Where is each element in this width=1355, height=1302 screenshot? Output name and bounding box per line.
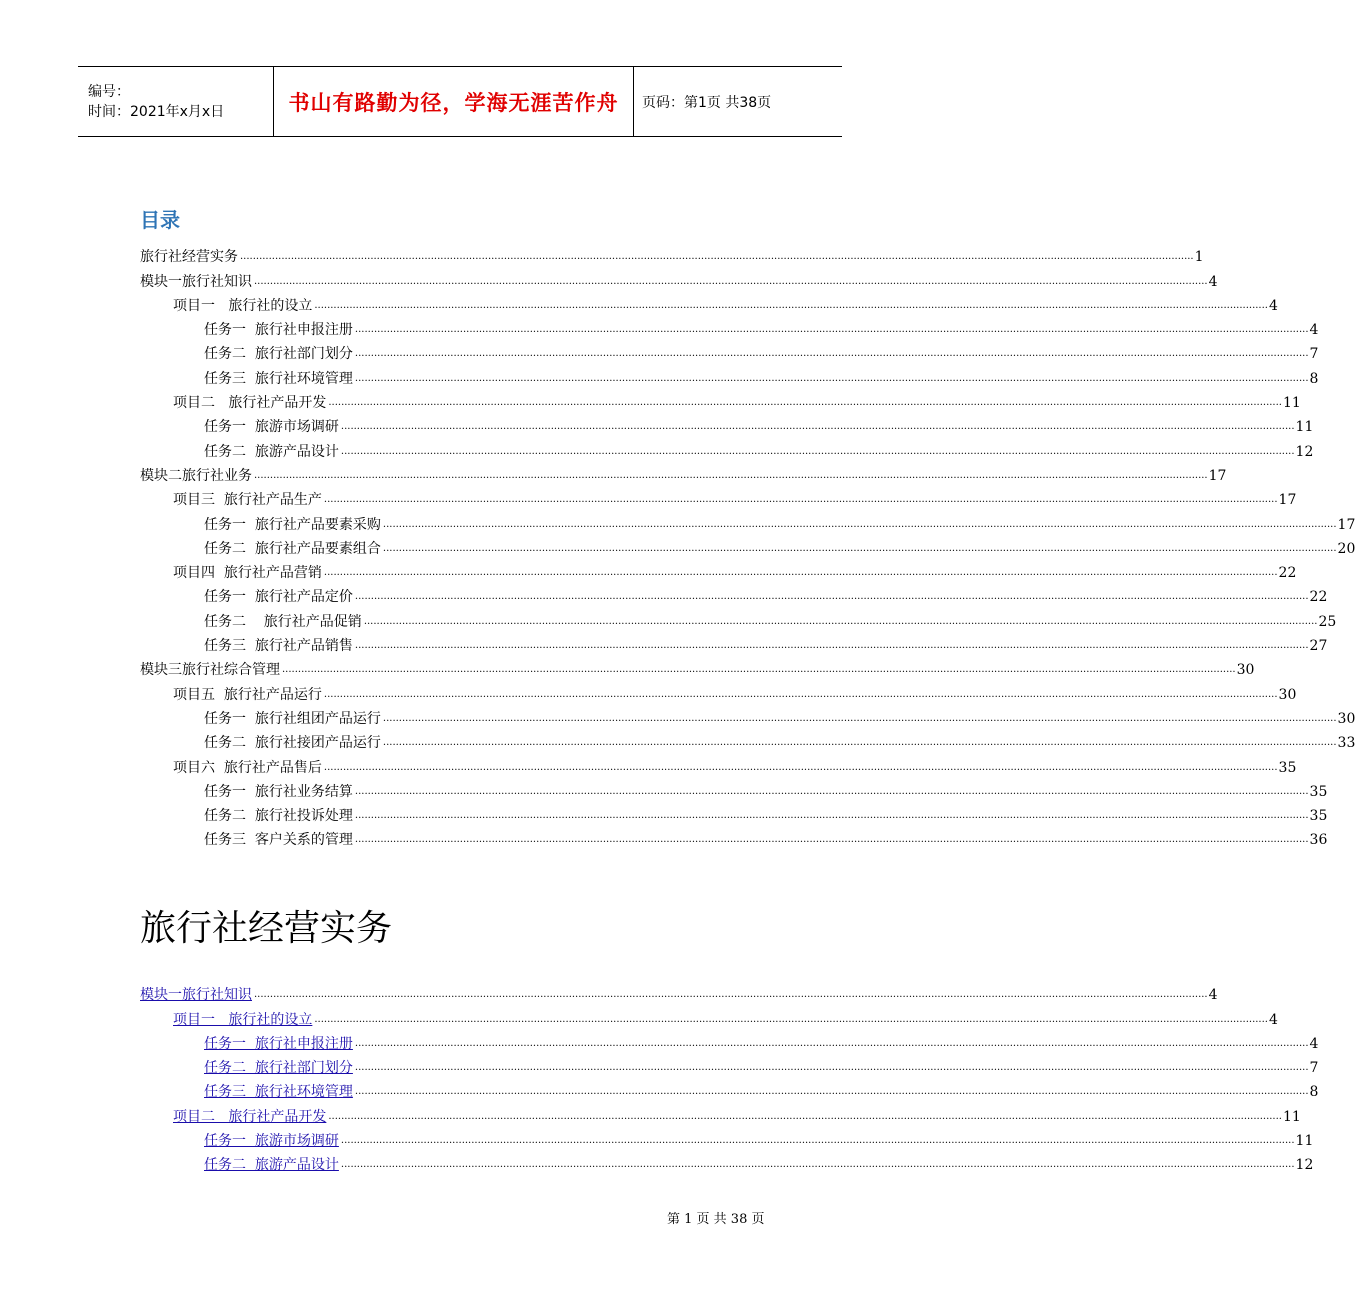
toc-leader-dots: ............................................................................................................................................................................................................................................................................................................ <box>354 1037 1309 1049</box>
toc-leader-dots: ............................................................................................................................................................................................................................................................................................................ <box>382 712 1337 724</box>
toc-entry-title: 任务三 旅行社环境管理 <box>204 370 353 387</box>
toc-leader-dots: ............................................................................................................................................................................................................................................................................................................ <box>354 324 1309 336</box>
toc-entry-page: 7 <box>1309 1060 1319 1077</box>
toc-entry-title[interactable]: 任务一 旅行社申报注册 <box>204 1035 353 1052</box>
toc-entry-page: 4 <box>1309 322 1319 339</box>
toc-leader-dots: ............................................................................................................................................................................................................................................................................................................ <box>354 810 1309 822</box>
toc-entry <box>140 679 1297 703</box>
toc-entry-title: 任务一 旅行社业务结算 <box>204 783 353 800</box>
toc-entry-page: 4 <box>1208 987 1218 1004</box>
toc-entry[interactable] <box>140 1150 1314 1174</box>
toc-entry-title: 任务二 旅行社投诉处理 <box>204 808 353 825</box>
toc-entry-title[interactable]: 任务二 旅行社部门划分 <box>204 1060 353 1077</box>
toc-heading: 目录 <box>140 208 180 232</box>
toc-entry-title: 项目五 旅行社产品运行 <box>173 686 322 703</box>
toc-entry-page: 17 <box>1278 492 1297 509</box>
header-motto <box>273 67 634 136</box>
toc-entry[interactable] <box>140 1101 1301 1125</box>
toc-entry-title: 任务二 旅行社部门划分 <box>204 346 353 363</box>
toc-entry <box>140 582 1328 606</box>
toc-entry <box>140 534 1355 558</box>
toc-entry[interactable] <box>140 980 1218 1004</box>
toc-entry <box>140 339 1319 363</box>
toc-leader-dots: ............................................................................................................................................................................................................................................................................................................ <box>363 615 1318 627</box>
toc-entry-page: 36 <box>1309 832 1328 849</box>
toc-leader-dots: ............................................................................................................................................................................................................................................................................................................ <box>382 542 1337 554</box>
toc-entry-page: 4 <box>1268 297 1278 314</box>
toc-leader-dots: ............................................................................................................................................................................................................................................................................................................ <box>354 348 1309 360</box>
toc-leader-dots: ............................................................................................................................................................................................................................................................................................................ <box>382 737 1337 749</box>
toc-entry <box>140 509 1355 533</box>
toc-entry-page: 8 <box>1309 370 1319 387</box>
toc-entry-page: 11 <box>1295 419 1314 436</box>
toc-leader-dots: ............................................................................................................................................................................................................................................................................................................ <box>314 1013 1268 1025</box>
toc-leader-dots: ............................................................................................................................................................................................................................................................................................................ <box>323 494 1278 506</box>
toc-entry <box>140 363 1319 387</box>
toc-entry-title[interactable]: 任务二 旅游产品设计 <box>204 1157 339 1174</box>
toc-entry-page: 11 <box>1282 1108 1301 1125</box>
toc-entry-page: 12 <box>1295 443 1314 460</box>
toc-entry[interactable] <box>140 1126 1314 1150</box>
toc-leader-dots: ............................................................................................................................................................................................................................................................................................................ <box>354 372 1309 384</box>
toc-leader-dots: ............................................................................................................................................................................................................................................................................................................ <box>340 1159 1295 1171</box>
toc-entry-page: 22 <box>1278 565 1297 582</box>
toc-entry-page: 7 <box>1309 346 1319 363</box>
toc-entry <box>140 752 1297 776</box>
toc-entry-title: 任务三 旅行社产品销售 <box>204 638 353 655</box>
toc-leader-dots: ............................................................................................................................................................................................................................................................................................................ <box>323 567 1278 579</box>
toc-entry <box>140 388 1301 412</box>
toc-entry-title: 模块二旅行社业务 <box>140 467 252 484</box>
toc-entry-page: 4 <box>1309 1035 1319 1052</box>
toc-entry-title: 模块一旅行社知识 <box>140 273 252 290</box>
toc-entry <box>140 801 1328 825</box>
toc-leader-dots: ............................................................................................................................................................................................................................................................................................................ <box>354 1086 1309 1098</box>
toc-entry-title: 项目四 旅行社产品营销 <box>173 565 322 582</box>
toc-entry-title: 项目六 旅行社产品售后 <box>173 759 322 776</box>
toc-entry-title: 任务一 旅行社产品定价 <box>204 589 353 606</box>
toc-entry-page: 35 <box>1278 759 1297 776</box>
toc-entry-title: 任务二 旅行社产品促销 <box>204 613 362 630</box>
toc-entry <box>140 606 1337 630</box>
toc-entry-title: 任务二 旅游产品设计 <box>204 443 339 460</box>
toc-entry-title: 任务一 旅行社产品要素采购 <box>204 516 381 533</box>
toc-leader-dots: ............................................................................................................................................................................................................................................................................................................ <box>254 989 1208 1001</box>
toc-leader-dots: ............................................................................................................................................................................................................................................................................................................ <box>340 421 1295 433</box>
section-title: 旅行社经营实务 <box>140 908 393 949</box>
toc-entry-title: 模块三旅行社综合管理 <box>140 662 280 679</box>
toc-leader-dots: ............................................................................................................................................................................................................................................................................................................ <box>254 275 1208 287</box>
toc-entry-page: 33 <box>1337 735 1355 752</box>
toc-entry-page: 4 <box>1208 273 1218 290</box>
header-page-info <box>634 67 842 136</box>
toc-entry <box>140 704 1355 728</box>
toc-entry-title: 任务三 客户关系的管理 <box>204 832 353 849</box>
toc-entry-page: 12 <box>1295 1157 1314 1174</box>
number-label: 编号： <box>88 83 130 100</box>
toc-entry-page: 25 <box>1318 613 1337 630</box>
toc-entry-page: 27 <box>1309 638 1328 655</box>
toc-leader-dots: ............................................................................................................................................................................................................................................................................................................ <box>254 469 1208 481</box>
toc-leader-dots: ............................................................................................................................................................................................................................................................................................................ <box>354 785 1309 797</box>
toc-entry-page: 20 <box>1337 540 1355 557</box>
toc-leader-dots: ............................................................................................................................................................................................................................................................................................................ <box>328 1110 1282 1122</box>
toc-entry <box>140 655 1255 679</box>
toc-entry <box>140 436 1314 460</box>
toc-leader-dots: ............................................................................................................................................................................................................................................................................................................ <box>328 397 1282 409</box>
toc-entry-title: 项目三 旅行社产品生产 <box>173 492 322 509</box>
table-of-contents <box>140 242 1355 849</box>
toc-entry <box>140 777 1328 801</box>
toc-entry-title[interactable]: 项目二 旅行社产品开发 <box>173 1108 327 1125</box>
page-header <box>78 66 842 137</box>
toc-entry-page: 35 <box>1309 808 1328 825</box>
toc-entry-title[interactable]: 任务一 旅游市场调研 <box>204 1133 339 1150</box>
toc-entry-title[interactable]: 任务三 旅行社环境管理 <box>204 1084 353 1101</box>
toc-entry <box>140 485 1297 509</box>
toc-entry[interactable] <box>140 1004 1278 1028</box>
toc-entry-page: 30 <box>1278 686 1297 703</box>
toc-entry <box>140 315 1319 339</box>
toc-entry[interactable] <box>140 1053 1319 1077</box>
toc-entry[interactable] <box>140 1077 1319 1101</box>
header-meta <box>78 67 273 136</box>
toc-entry <box>140 728 1355 752</box>
toc-leader-dots: ............................................................................................................................................................................................................................................................................................................ <box>354 640 1309 652</box>
toc-leader-dots: ............................................................................................................................................................................................................................................................................................................ <box>354 591 1309 603</box>
toc-leader-dots: ............................................................................................................................................................................................................................................................................................................ <box>340 445 1295 457</box>
toc-entry-page: 11 <box>1282 395 1301 412</box>
toc-entry <box>140 412 1314 436</box>
toc-entry <box>140 558 1297 582</box>
toc-entry-title: 任务一 旅行社组团产品运行 <box>204 710 381 727</box>
toc-entry <box>140 242 1204 266</box>
toc-entry-title[interactable]: 模块一旅行社知识 <box>140 987 252 1004</box>
section-toc <box>140 980 1319 1174</box>
toc-entry-page: 1 <box>1194 249 1204 266</box>
toc-entry-title: 任务一 旅游市场调研 <box>204 419 339 436</box>
toc-entry-title[interactable]: 项目一 旅行社的设立 <box>173 1011 313 1028</box>
toc-entry-page: 11 <box>1295 1133 1314 1150</box>
page-info-text: 页码：第1页 共38页 <box>642 94 772 111</box>
toc-entry-page: 30 <box>1337 710 1355 727</box>
toc-leader-dots: ............................................................................................................................................................................................................................................................................................................ <box>382 518 1337 530</box>
toc-leader-dots: ............................................................................................................................................................................................................................................................................................................ <box>240 251 1194 263</box>
toc-entry-title: 任务二 旅行社接团产品运行 <box>204 735 381 752</box>
toc-entry-title: 项目一 旅行社的设立 <box>173 297 313 314</box>
toc-entry-page: 17 <box>1208 467 1227 484</box>
toc-leader-dots: ............................................................................................................................................................................................................................................................................................................ <box>354 834 1309 846</box>
toc-entry-page: 4 <box>1268 1011 1278 1028</box>
toc-leader-dots: ............................................................................................................................................................................................................................................................................................................ <box>314 299 1268 311</box>
toc-leader-dots: ............................................................................................................................................................................................................................................................................................................ <box>282 664 1236 676</box>
toc-leader-dots: ............................................................................................................................................................................................................................................................................................................ <box>323 761 1278 773</box>
time-label: 时间：2021年x月x日 <box>88 103 225 120</box>
toc-entry-page: 30 <box>1236 662 1255 679</box>
toc-entry <box>140 631 1328 655</box>
toc-entry-title: 任务二 旅行社产品要素组合 <box>204 540 381 557</box>
toc-leader-dots: ............................................................................................................................................................................................................................................................................................................ <box>354 1062 1309 1074</box>
toc-entry <box>140 461 1227 485</box>
toc-entry-page: 17 <box>1337 516 1355 533</box>
motto-text: 书山有路勤为径，学海无涯苦作舟 <box>288 90 619 115</box>
toc-leader-dots: ............................................................................................................................................................................................................................................................................................................ <box>323 688 1278 700</box>
toc-entry <box>140 825 1328 849</box>
toc-entry-page: 35 <box>1309 783 1328 800</box>
toc-leader-dots: ............................................................................................................................................................................................................................................................................................................ <box>340 1135 1295 1147</box>
toc-entry <box>140 291 1278 315</box>
toc-entry <box>140 266 1218 290</box>
page-footer: 第 1 页 共 38 页 <box>667 1212 765 1227</box>
toc-entry-page: 22 <box>1309 589 1328 606</box>
toc-entry-title: 项目二 旅行社产品开发 <box>173 395 327 412</box>
toc-entry-title: 旅行社经营实务 <box>140 249 238 266</box>
toc-entry-page: 8 <box>1309 1084 1319 1101</box>
toc-entry-title: 任务一 旅行社申报注册 <box>204 322 353 339</box>
toc-entry[interactable] <box>140 1029 1319 1053</box>
